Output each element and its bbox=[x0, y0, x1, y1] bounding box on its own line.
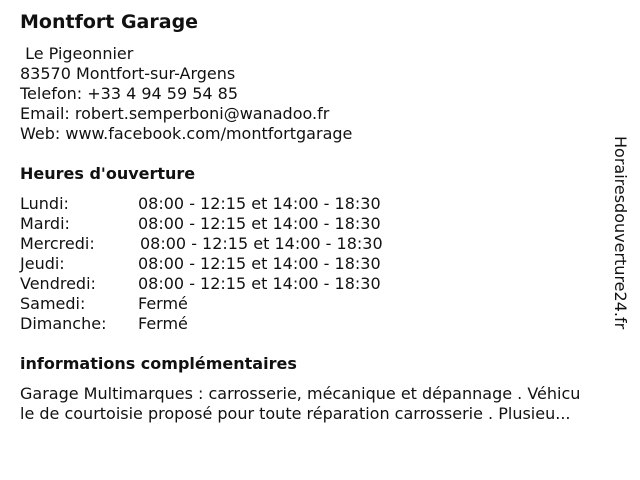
hours-day: Samedi: bbox=[20, 294, 86, 313]
hours-day: Mardi: bbox=[20, 214, 70, 233]
hours-time: 08:00 - 12:15 et 14:00 - 18:30 bbox=[138, 214, 381, 233]
hours-day: Vendredi: bbox=[20, 274, 96, 293]
opening-hours-table bbox=[20, 194, 383, 334]
hours-time: 08:00 - 12:15 et 14:00 - 18:30 bbox=[138, 274, 381, 293]
hours-day: Lundi: bbox=[20, 194, 69, 213]
hours-time: Fermé bbox=[138, 314, 188, 333]
hours-row-thursday bbox=[20, 254, 383, 274]
hours-row-tuesday bbox=[20, 214, 383, 234]
address-line-2: 83570 Montfort-sur-Argens bbox=[20, 64, 236, 83]
hours-row-monday bbox=[20, 194, 383, 214]
contact-block bbox=[20, 44, 352, 144]
hours-time: 08:00 - 12:15 et 14:00 - 18:30 bbox=[138, 254, 381, 273]
additional-info-line-1: Garage Multimarques : carrosserie, mécanique et dépannage . Véhicu bbox=[20, 384, 581, 403]
hours-day: Dimanche: bbox=[20, 314, 107, 333]
additional-info-line-2: le de courtoisie proposé pour toute réparation carrosserie . Plusieu... bbox=[20, 404, 571, 423]
hours-day: Jeudi: bbox=[20, 254, 65, 273]
hours-row-sunday bbox=[20, 314, 383, 334]
hours-time: Fermé bbox=[138, 294, 188, 313]
web-line: Web: www.facebook.com/montfortgarage bbox=[20, 124, 353, 143]
opening-hours-heading: Heures d'ouverture bbox=[20, 164, 196, 183]
hours-time: 08:00 - 12:15 et 14:00 - 18:30 bbox=[140, 234, 383, 253]
hours-row-wednesday bbox=[20, 234, 383, 254]
phone-line: Telefon: +33 4 94 59 54 85 bbox=[20, 84, 239, 103]
hours-row-saturday bbox=[20, 294, 383, 314]
email-line: Email: robert.semperboni@wanadoo.fr bbox=[20, 104, 330, 123]
hours-time: 08:00 - 12:15 et 14:00 - 18:30 bbox=[138, 194, 381, 213]
watermark-text: Horairesdouverture24.fr bbox=[611, 136, 630, 330]
hours-row-friday bbox=[20, 274, 383, 294]
additional-info-heading: informations complémentaires bbox=[20, 354, 297, 373]
business-name: Montfort Garage bbox=[20, 11, 199, 33]
additional-info-text bbox=[20, 384, 635, 424]
address-line-1: Le Pigeonnier bbox=[20, 44, 134, 63]
hours-day: Mercredi: bbox=[20, 234, 95, 253]
